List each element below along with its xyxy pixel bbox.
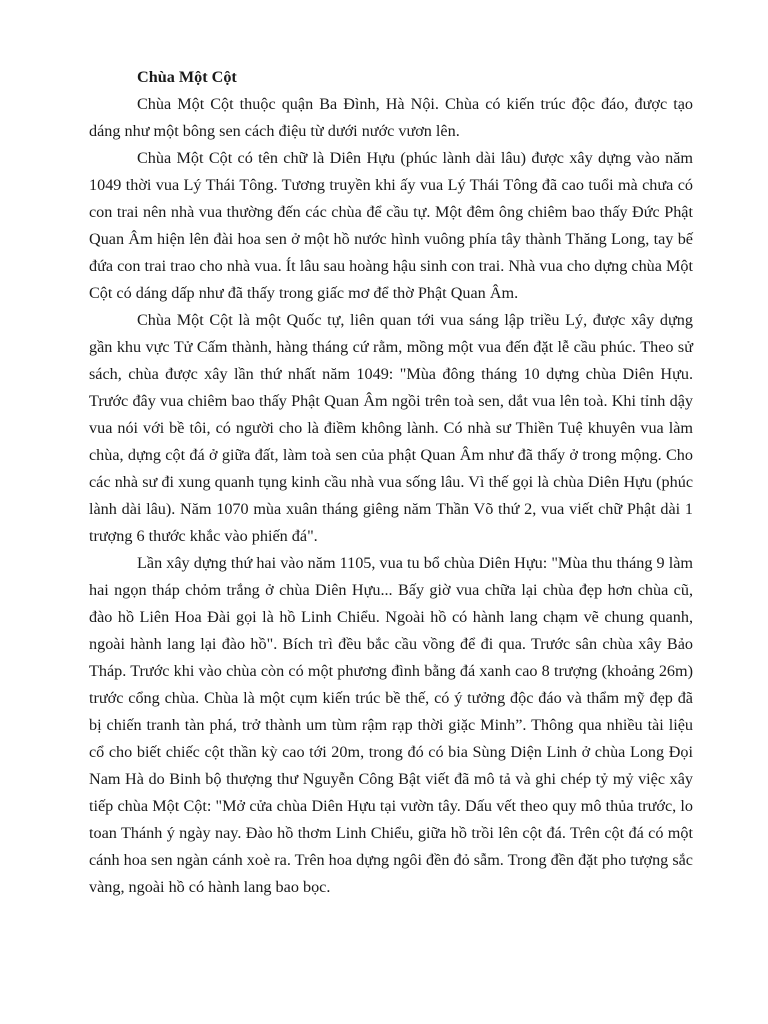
paragraph-second-construction: Lần xây dựng thứ hai vào năm 1105, vua tu bổ chùa Diên Hựu: "Mùa thu tháng 9 làm hai ngọn tháp chỏm trắng ở chùa Diên Hựu... Bấy giờ vua chữa lại chùa đẹp hơn chùa cũ, đào hồ Liên Hoa Đài gọi là hồ Linh Chiểu. Ngoài hồ có hành lang chạm vẽ chung quanh, ngoài hành lang lại đào hồ". Bích trì đều bắc cầu vồng để đi qua. Trước sân chùa xây Bảo Tháp. Trước khi vào chùa còn có một phương đình bằng đá xanh cao 8 trượng (khoảng 26m) trước cổng chùa. Chùa là một cụm kiến trúc bề thế, có ý tưởng độc đáo và thẩm mỹ đẹp đã bị chiến tranh tàn phá, trở thành um tùm rậm rạp thời giặc Minh”. Thông qua nhiều tài liệu cổ cho biết chiếc cột thần kỳ cao tới 20m, trong đó có bia Sùng Diện Linh ở chùa Long Đọi Nam Hà do Binh bộ thượng thư Nguyễn Công Bật viết đã mô tả và ghi chép tỷ mỷ việc xây tiếp chùa Một Cột: "Mở cửa chùa Diên Hựu tại vườn tây. Dấu vết theo quy mô thủa trước, lo toan Thánh ý ngày nay. Đào hồ thơm Linh Chiểu, giữa hồ trồi lên cột đá. Trên cột đá có một cánh hoa sen ngàn cánh xoè ra. Trên hoa dựng ngôi đền đỏ sẫm. Trong đền đặt pho tượng sắc vàng, ngoài hồ có hành lang bao bọc. [89, 554, 693, 896]
paragraph-first-construction: Chùa Một Cột là một Quốc tự, liên quan tới vua sáng lập triều Lý, được xây dựng gần khu vực Tử Cấm thành, hàng tháng cứ rằm, mồng một vua đến đặt lễ cầu phúc. Theo sử sách, chùa được xây lần thứ nhất năm 1049: "Mùa đông tháng 10 dựng chùa Diên Hựu. Trước đây vua chiêm bao thấy Phật Quan Âm ngồi trên toà sen, dắt vua lên toà. Khi tỉnh dậy vua nói với bề tôi, có người cho là điềm không lành. Có nhà sư Thiền Tuệ khuyên vua làm chùa, dựng cột đá ở giữa đất, làm toà sen của phật Quan Âm như đã thấy ở trong mộng. Cho các nhà sư đi xung quanh tụng kinh cầu nhà vua sống lâu. Vì thế gọi là chùa Diên Hựu (phúc lành dài lâu). Năm 1070 mùa xuân tháng giêng năm Thần Võ thứ 2, vua viết chữ Phật dài 1 trượng 6 thước khắc vào phiến đá". [89, 311, 693, 545]
paragraph-intro: Chùa Một Cột thuộc quận Ba Đình, Hà Nội. Chùa có kiến trúc độc đáo, được tạo dáng như một bông sen cách điệu từ dưới nước vươn lên. [89, 95, 693, 140]
document-title: Chùa Một Cột [137, 68, 237, 86]
paragraph-history: Chùa Một Cột có tên chữ là Diên Hựu (phúc lành dài lâu) được xây dựng vào năm 1049 thời vua Lý Thái Tông. Tương truyền khi ấy vua Lý Thái Tông đã cao tuổi mà chưa có con trai nên nhà vua thường đến các chùa để cầu tự. Một đêm ông chiêm bao thấy Đức Phật Quan Âm hiện lên đài hoa sen ở một hồ nước hình vuông phía tây thành Thăng Long, tay bế đứa con trai trao cho nhà vua. Ít lâu sau hoàng hậu sinh con trai. Nhà vua cho dựng chùa Một Cột có dáng dấp như đã thấy trong giấc mơ để thờ Phật Quan Âm. [89, 149, 693, 302]
document-body [89, 64, 693, 901]
